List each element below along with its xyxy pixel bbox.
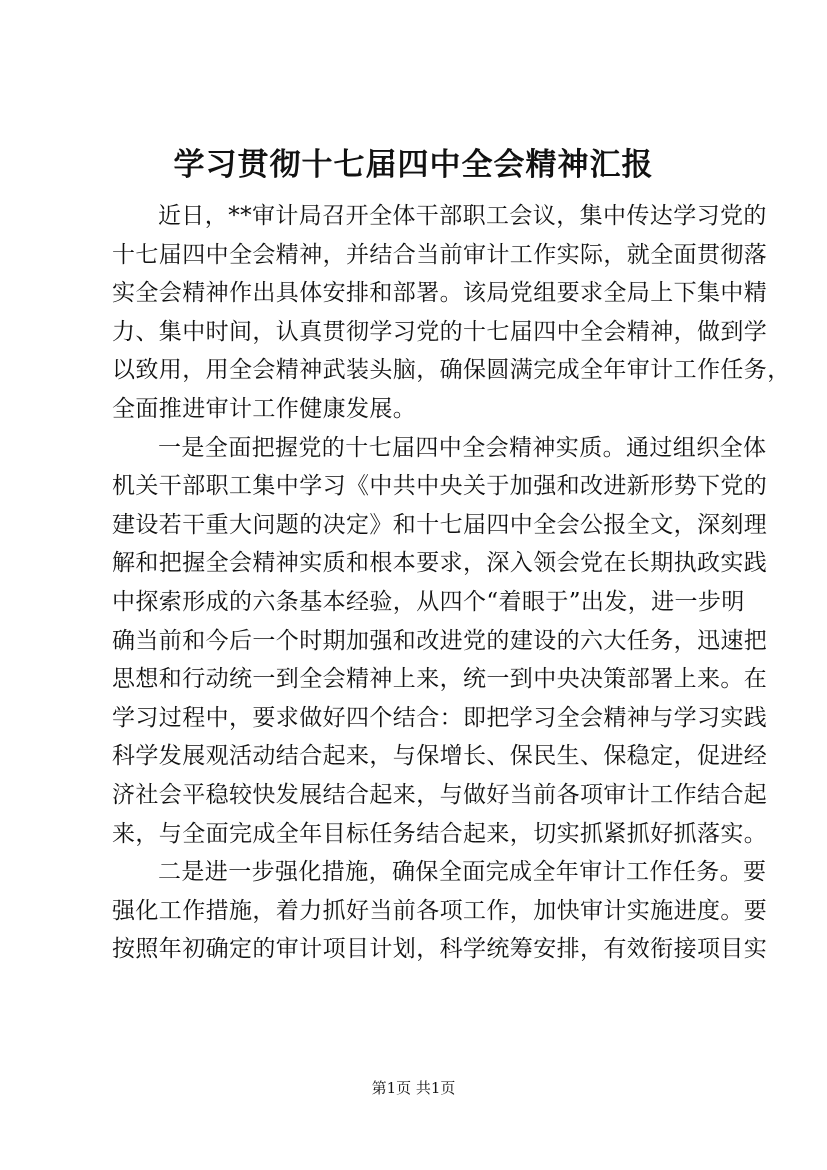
text-line: 学习过程中，要求做好四个结合：即把学习全会精神与学习实践 [112, 704, 768, 731]
text-line: 强化工作措施，着力抓好当前各项工作，加快审计实施进度。要 [112, 897, 768, 924]
text-line: 十七届四中全会精神，并结合当前审计工作实际，就全面贯彻落 [112, 241, 768, 268]
paragraph-1 [112, 197, 791, 429]
text-line: 二是进一步强化措施，确保全面完成全年审计工作任务。要 [158, 859, 767, 886]
text-line: 济社会平稳较快发展结合起来，与做好当前各项审计工作结合起 [112, 781, 768, 808]
text-line: 科学发展观活动结合起来，与保增长、保民生、保稳定，促进经 [112, 743, 768, 770]
text-line: 思想和行动统一到全会精神上来，统一到中央决策部署上来。在 [112, 666, 768, 693]
text-line: 机关干部职工集中学习《中共中央关于加强和改进新形势下党的 [112, 473, 768, 500]
text-line: 来，与全面完成全年目标任务结合起来，切实抓紧抓好抓落实。 [112, 820, 768, 847]
text-line: 力、集中时间，认真贯彻学习党的十七届四中全会精神，做到学 [112, 318, 768, 345]
text-line: 中探索形成的六条基本经验，从四个“着眼于”出发，进一步明 [112, 588, 745, 615]
paragraph-2 [112, 429, 768, 854]
text-line: 实全会精神作出具体安排和部署。该局党组要求全局上下集中精 [112, 280, 768, 307]
page-number-footer: 第1页 共1页 [371, 1079, 456, 1097]
text-line: 建设若干重大问题的决定》和十七届四中全会公报全文，深刻理 [112, 511, 768, 538]
text-line: 一是全面把握党的十七届四中全会精神实质。通过组织全体 [158, 434, 767, 461]
text-line: 按照年初确定的审计项目计划，科学统筹安排，有效衔接项目实 [112, 936, 768, 963]
text-line: 确当前和今后一个时期加强和改进党的建设的六大任务，迅速把 [112, 627, 768, 654]
text-line: 近日，**审计局召开全体干部职工会议，集中传达学习党的 [158, 203, 767, 229]
document-title: 学习贯彻十七届四中全会精神汇报 [173, 147, 654, 183]
text-line: 以致用，用全会精神武装头脑，确保圆满完成全年审计工作任务， [112, 357, 791, 384]
paragraph-3 [112, 853, 768, 969]
text-line: 解和把握全会精神实质和根本要求，深入领会党在长期执政实践 [112, 550, 768, 577]
document-body [112, 197, 791, 969]
text-line: 全面推进审计工作健康发展。 [112, 395, 417, 422]
